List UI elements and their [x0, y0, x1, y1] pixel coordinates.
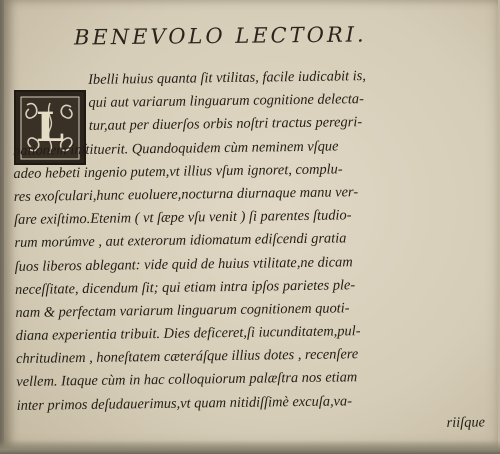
svg-text:L: L — [35, 103, 65, 151]
text-line: neceſſitate, dicendum ſit; qui etiam intra ipſos parietes ple- — [14, 276, 356, 298]
text-line: ſuos liberos ablegant: vide quid de huius vtilitate,ne dicam — [14, 253, 353, 275]
text-line: diana experientia tribuit. Dies deficeret,ſi iucunditatem,pul- — [15, 323, 361, 345]
text-line: tur,aut per diuerſos orbis noſtri tractus peregri- — [88, 114, 363, 135]
body-text — [12, 63, 497, 441]
catchword: riiſque — [446, 414, 486, 431]
text-line: Ibelli huius quanta ſit vtilitas, facile iudicabit is, — [88, 68, 367, 88]
text-line: rum morúmve , aut exterorum idiomatum ediſcendi gratia — [14, 230, 347, 252]
text-line: inter primos deſudauerimus,vt quam nitidiſſimè excuſa,va- — [16, 392, 353, 414]
text-line: chritudinem , honeſtatem cæteráſque illius dotes , recenſere — [15, 346, 359, 368]
book-page — [4, 0, 498, 454]
text-line: nationem inſtituerit. Quandoquidem cùm neminem vſque — [13, 138, 339, 159]
text-line: res exoſculari,hunc euoluere,nocturna diurnaque manu ver- — [13, 184, 359, 205]
text-line: vellem. Itaque cùm in hac colloquiorum palæſtra nos etiam — [16, 369, 358, 391]
page-heading: BENEVOLO LECTORI. — [73, 22, 367, 50]
text-line: nam & perfectam variarum linguarum cognitionem quoti- — [15, 300, 350, 321]
text-line: qui aut variarum linguarum cognitione delecta- — [88, 91, 364, 112]
page-bottom-edge — [0, 440, 500, 454]
text-line: adeo hebeti ingenio putem,vt illius vſum ignoret, complu- — [13, 161, 343, 182]
text-line: ſare exiſtimo.Etenim ( vt ſæpe vſu venit ) ſi parentes ſtudio- — [13, 207, 352, 229]
